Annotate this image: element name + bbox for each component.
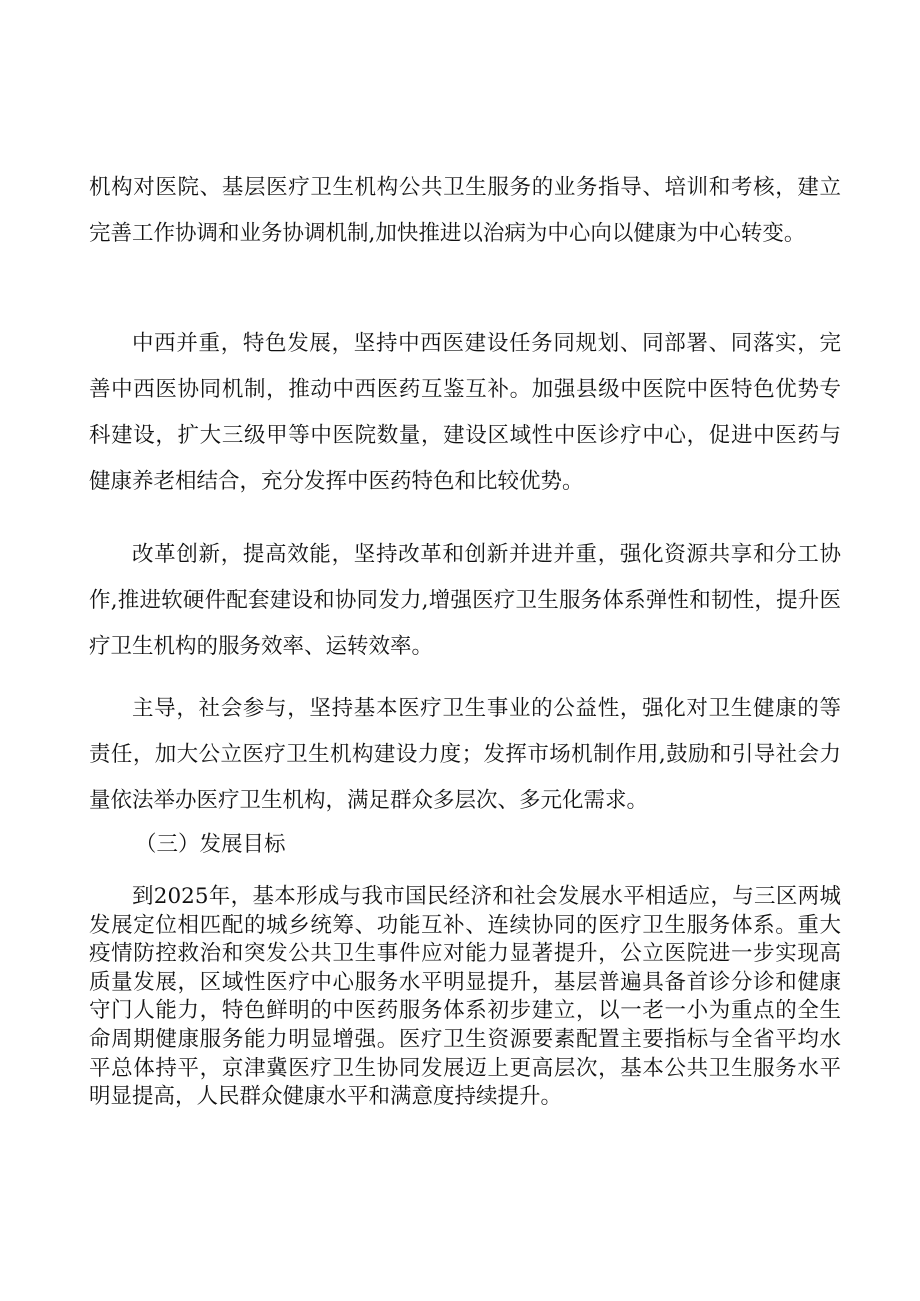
- paragraph-continued-coordination: 机构对医院、基层医疗卫生机构公共卫生服务的业务指导、培训和考核，建立完善工作协调和业务协调机制,加快推进以治病为中心向以健康为中心转变。: [89, 175, 841, 246]
- paragraph-chinese-western-medicine: 中西并重，特色发展，坚持中西医建设任务同规划、同部署、同落实，完善中西医协同机制，推动中西医药互鉴互补。加强县级中医院中医特色优势专科建设，扩大三级甲等中医院数量，建设区域性中医诊疗中心，促进中医药与健康养老相结合，充分发挥中医药特色和比较优势。: [89, 331, 841, 494]
- paragraph-reform-innovation: 改革创新，提高效能，坚持改革和创新并进并重，强化资源共享和分工协作,推进软硬件配套建设和协同发力,增强医疗卫生服务体系弹性和韧性，提升医疗卫生机构的服务效率、运转效率。: [89, 542, 841, 659]
- section-heading-development-goals: （三）发展目标: [135, 832, 286, 857]
- paragraph-social-participation: 主导，社会参与，坚持基本医疗卫生事业的公益性，强化对卫生健康的等责任，加大公立医疗卫生机构建设力度；发挥市场机制作用,鼓励和引导社会力量依法举办医疗卫生机构，满足群众多层次、多元化需求。: [89, 696, 841, 813]
- paragraph-2025-goals: 到2025年，基本形成与我市国民经济和社会发展水平相适应，与三区两城发展定位相匹配的城乡统筹、功能互补、连续协同的医疗卫生服务体系。重大疫情防控救治和突发公共卫生事件应对能力显著提升，公立医院进一步实现高质量发展，区域性医疗中心服务水平明显提升，基层普遍具备首诊分诊和健康守门人能力，特色鲜明的中医药服务体系初步建立，以一老一小为重点的全生命周期健康服务能力明显增强。医疗卫生资源要素配置主要指标与全省平均水平总体持平，京津冀医疗卫生协同发展迈上更高层次，基本公共卫生服务水平明显提高，人民群众健康水平和满意度持续提升。: [89, 884, 841, 1110]
